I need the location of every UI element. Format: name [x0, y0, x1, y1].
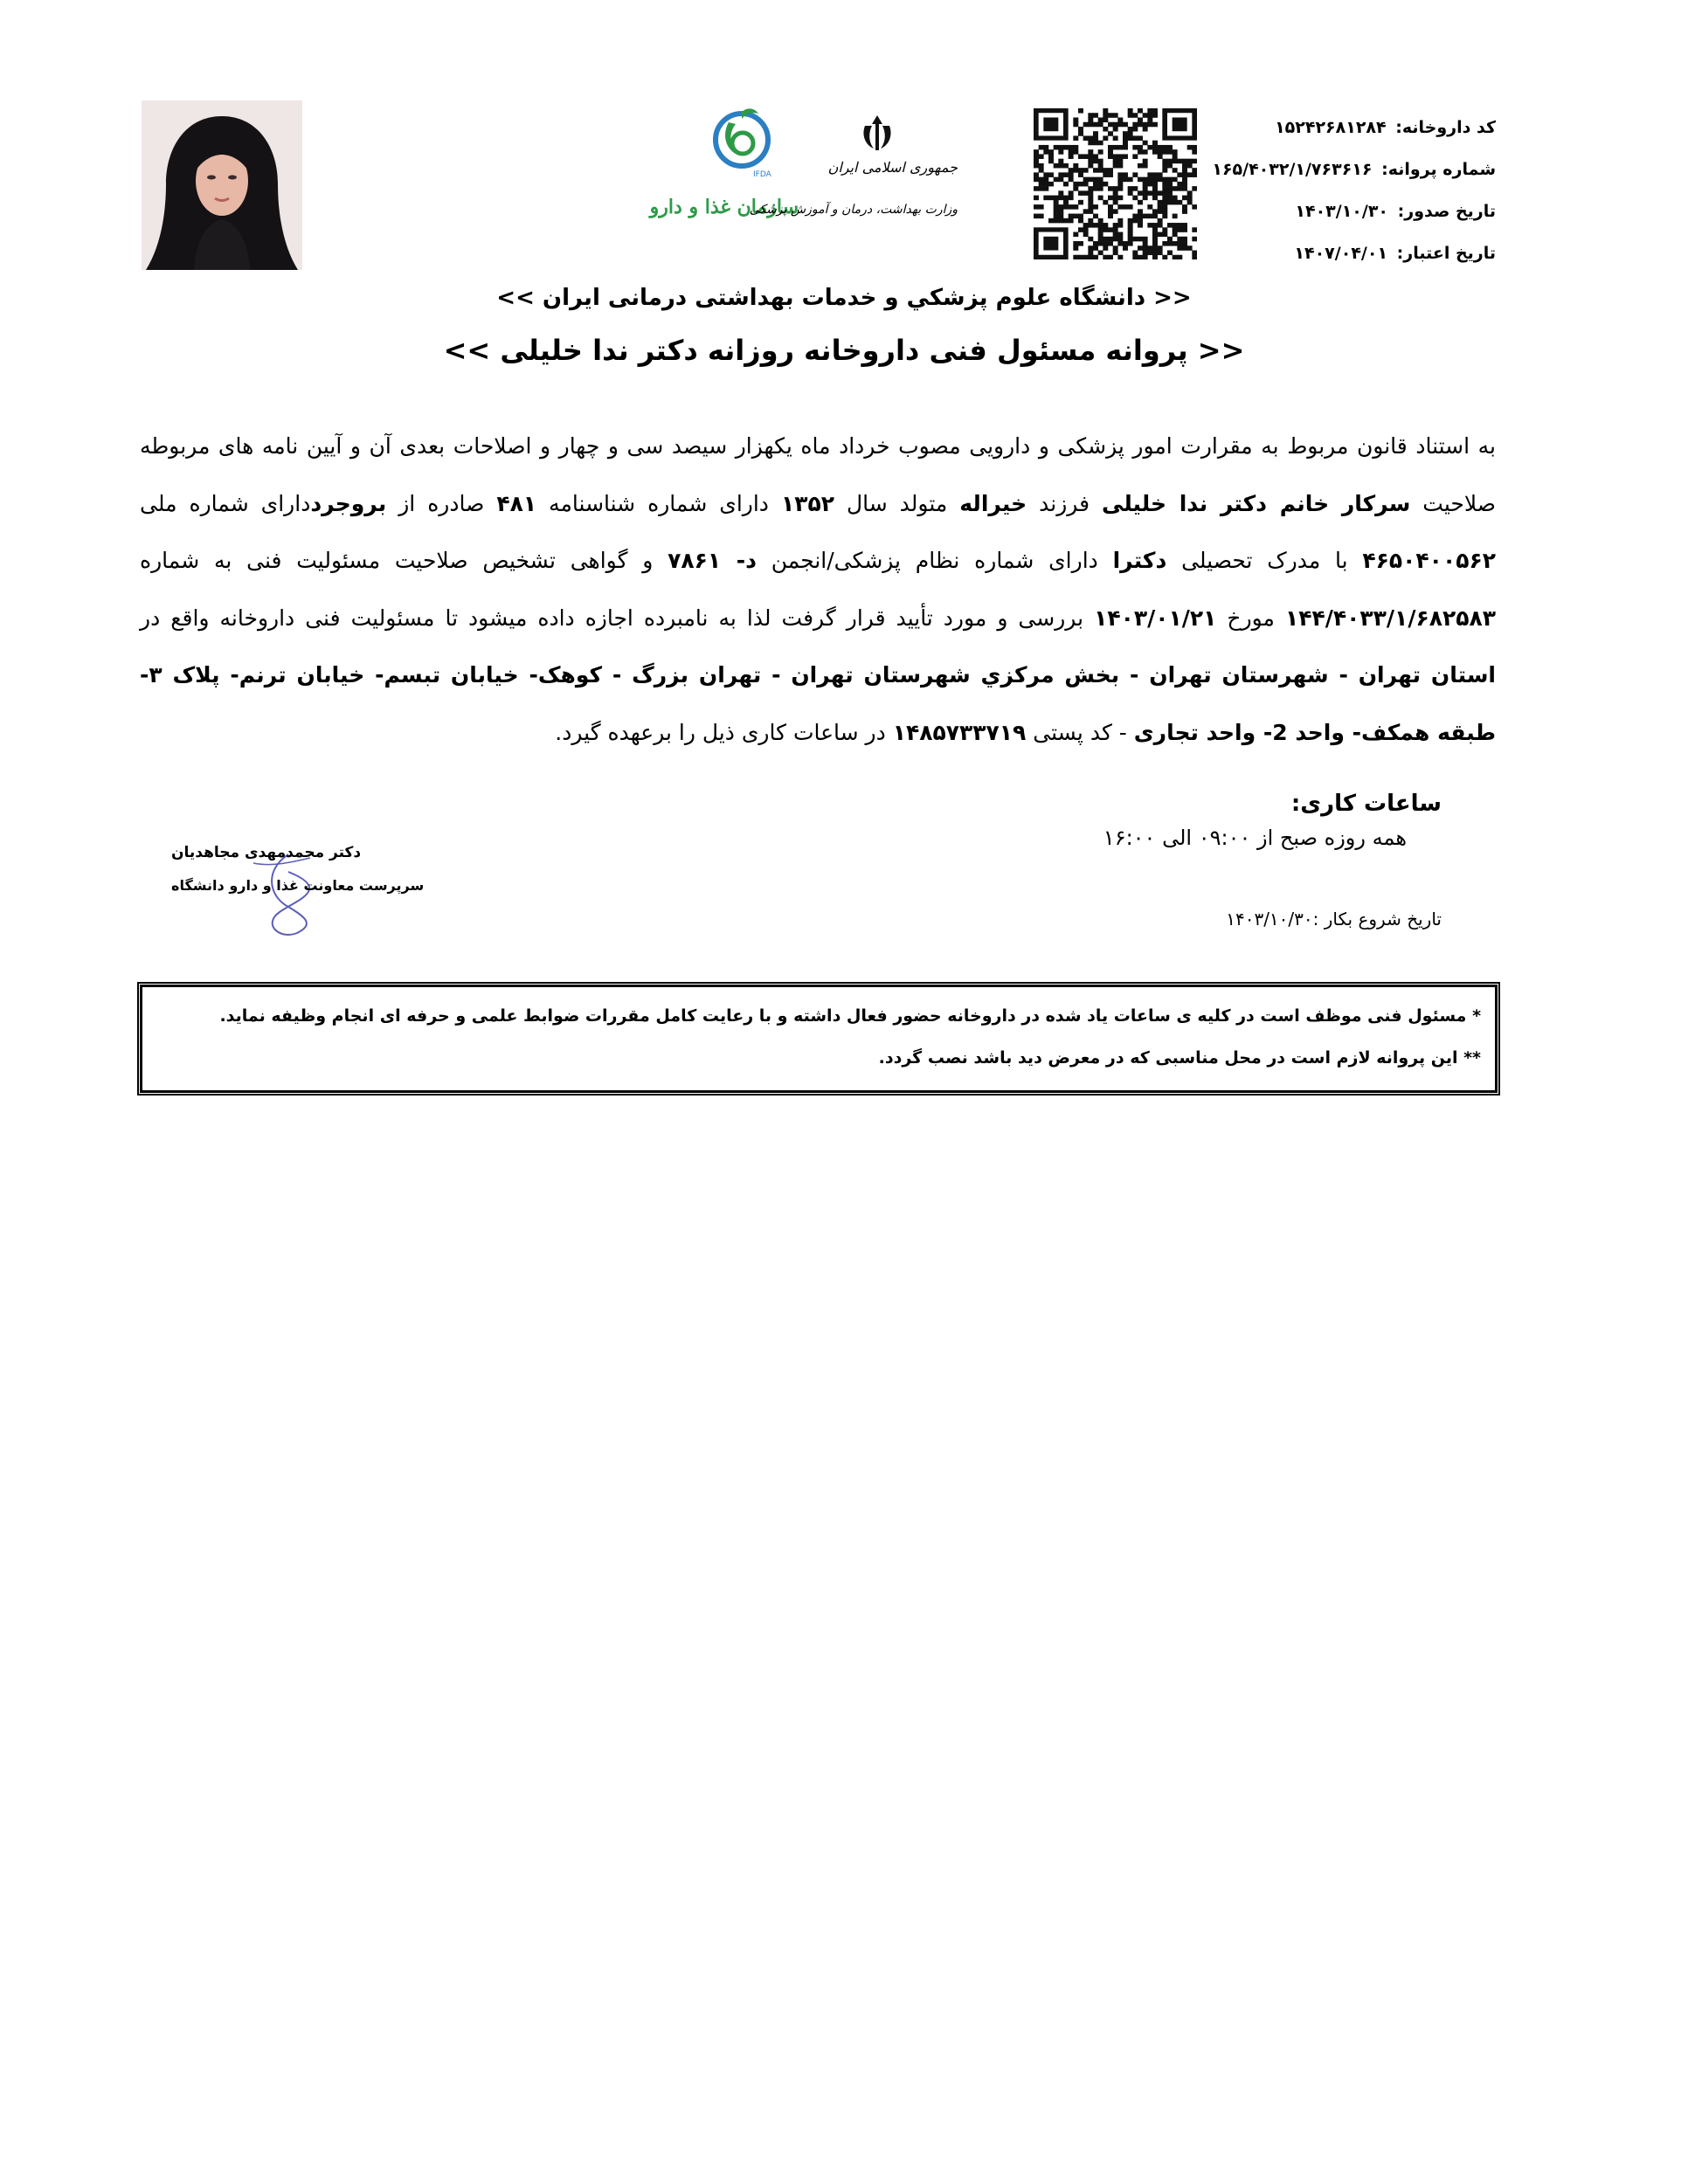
ministry-line2: وزارت بهداشت، درمان و آموزش پزشکی: [749, 203, 958, 217]
body-text: بررسی و مورد تأیید قرار گرفت لذا به نامبرده اجازه داده میشود تا مسئولیت فنی داروخانه واقع در: [140, 605, 1095, 631]
validity-date-label: تاریخ اعتبار:: [1396, 244, 1496, 263]
body-text: دارای شماره ملی: [140, 490, 311, 516]
note-2: ** این پروانه لازم است در محل مناسبی که در معرض دید باشد نصب گردد.: [878, 1048, 1481, 1068]
license-title: << پروانه مسئول فنی داروخانه روزانه دکتر ندا خلیلی >>: [443, 334, 1245, 367]
fda-badge: IFDA: [753, 170, 771, 179]
body-text: صادره از: [386, 490, 497, 516]
body-text: به استناد قانون مربوط به مقرارت امور پزشکی و دارویی مصوب خرداد ماه یکهزار سیصد سی و چهار و اصلاحات بعدی آن و آیین نامه های مربوطه صلاحیت: [140, 433, 1496, 516]
body-text: دارای شماره شناسنامه: [536, 490, 781, 516]
body-text: با مدرک تحصیلی: [1166, 548, 1363, 573]
body-text: دارای شماره نظام پزشکی/انجمن: [756, 548, 1113, 573]
issue-date-label: تاریخ صدور:: [1397, 202, 1496, 221]
qr-code: [1034, 108, 1197, 259]
body-text: - کد پستی: [1026, 719, 1134, 745]
council-number: د- ۷۸۶۱: [668, 548, 757, 573]
pharmacy-code-row: [1181, 107, 1496, 149]
id-number: ۴۸۱: [496, 490, 537, 516]
issue-date-value: ۱۴۰۳/۱۰/۳۰: [1295, 202, 1389, 221]
ministry-line1: جمهوری اسلامی ایران: [827, 159, 958, 176]
license-number-value: ۱۶۵/۴۰۳۲/۱/۷۶۳۶۱۶: [1212, 160, 1373, 179]
issue-date-row: [1181, 190, 1496, 232]
note-1: * مسئول فنی موظف است در کلیه ی ساعات یاد شده در داروخانه حضور فعال داشته و با رعایت کامل مقررات ضوابط علمی و حرفه ای انجام وظیفه نماید.: [219, 1006, 1481, 1026]
postal-code: ۱۴۸۵۷۳۳۷۱۹: [892, 719, 1027, 745]
certificate-date: ۱۴۰۳/۰۱/۲۱: [1094, 605, 1217, 631]
birth-year: ۱۳۵۲: [780, 490, 834, 516]
degree: دکترا: [1112, 548, 1167, 573]
signatory-name: دکتر محمدمهدی مجاهدیان: [171, 844, 362, 861]
validity-date-row: [1181, 232, 1496, 274]
body-text: متولد سال: [834, 490, 960, 516]
university-title: << دانشگاه علوم پزشكي و خدمات بهداشتی درمانی ایران >>: [496, 285, 1192, 311]
notes-box: [140, 985, 1498, 1093]
issue-city: بروجرد: [310, 490, 387, 516]
pharmacy-code-value: ۱۵۲۴۲۶۸۱۲۸۴: [1275, 118, 1387, 137]
license-info-block: [1181, 107, 1496, 274]
working-hours-title: ساعات کاری:: [1290, 791, 1442, 817]
certificate-number: ۱۴۴/۴۰۳۳/۱/۶۸۲۵۸۳: [1284, 605, 1496, 631]
license-body: [140, 418, 1496, 761]
pharmacy-code-label: کد داروخانه:: [1395, 118, 1496, 137]
holder-name: سرکار خانم دکتر ندا خلیلی: [1102, 490, 1411, 516]
body-text: در ساعات کاری ذیل را برعهده گیرد.: [555, 719, 893, 745]
validity-date-value: ۱۴۰۷/۰۴/۰۱: [1294, 244, 1388, 263]
pharmacy-address: استان تهران - شهرستان تهران - بخش مرکزي شهرستان تهران - تهران بزرگ - کوهک- خیابان تبسم- خیابان ترنم- پلاک ۳- طبقه همکف- واحد 2- واحد تجاری: [140, 662, 1496, 745]
body-text: مورخ: [1216, 605, 1285, 631]
working-hours-value: همه روزه صبح از ۰۹:۰۰ الی ۱۶:۰۰: [1103, 826, 1407, 850]
start-date: تاریخ شروع بکار :۱۴۰۳/۱۰/۳۰: [1226, 909, 1442, 930]
fda-logo-text: سازمان غذا و دارو: [649, 196, 799, 218]
body-text: فرزند: [1027, 490, 1103, 516]
holder-photo: [142, 100, 302, 270]
national-id: ۴۶۵۰۴۰۰۵۶۲: [1362, 548, 1496, 573]
license-number-label: شماره پروانه:: [1381, 160, 1496, 179]
license-number-row: [1181, 149, 1496, 190]
signatory-title: سرپرست معاونت غذا و دارو دانشگاه: [171, 877, 425, 894]
body-text: و گواهی تشخیص صلاحیت مسئولیت فنی به شماره: [140, 548, 668, 573]
father-name: خیراله: [959, 490, 1027, 516]
